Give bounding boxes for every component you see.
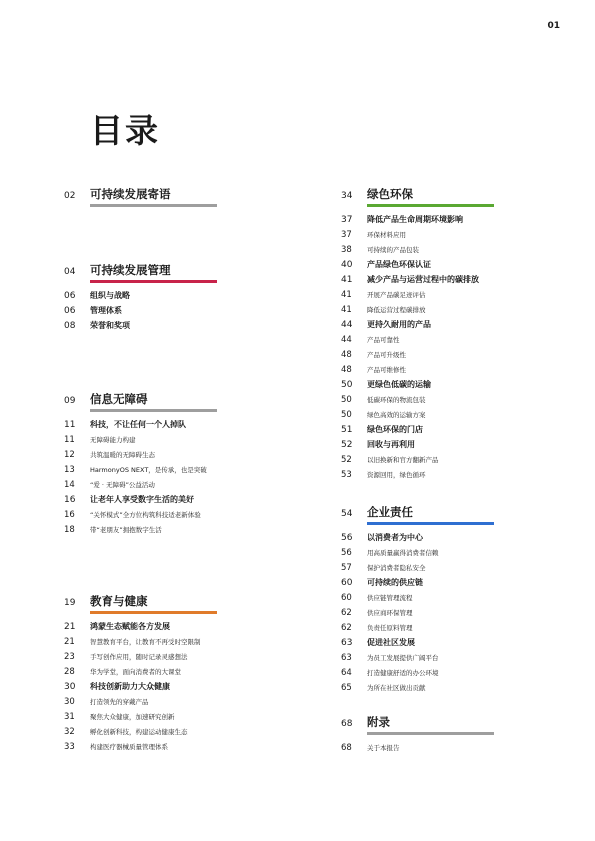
toc-entry[interactable] (64, 709, 224, 724)
toc-entry-page-number: 13 (64, 464, 75, 475)
toc-section (64, 262, 224, 333)
toc-entry-page-number: 32 (64, 726, 75, 737)
toc-entry-label: 手写创作应用，随时记录灵感想法 (90, 653, 188, 661)
toc-section-divider (367, 522, 494, 525)
toc-entry-label: 开展产品碳足迹评估 (367, 291, 426, 299)
toc-section (341, 504, 501, 695)
toc-section-divider (90, 204, 217, 207)
toc-entry-label: 更持久耐用的产品 (367, 320, 431, 329)
toc-entry-label: 绿色环保的门店 (367, 425, 423, 434)
toc-section (64, 391, 224, 537)
toc-section-title: 信息无障碍 (90, 392, 148, 406)
toc-section-heading[interactable] (64, 262, 224, 278)
toc-entry-label: 更绿色低碳的运输 (367, 380, 431, 389)
toc-entry-label: 产品可维修性 (367, 366, 406, 374)
toc-entry-page-number: 40 (341, 259, 353, 270)
page-title: 目录 (90, 111, 160, 150)
toc-entry[interactable] (341, 287, 501, 302)
toc-section-divider (90, 280, 217, 283)
toc-entry-label: 聚焦大众健康，加速研究创新 (90, 713, 175, 721)
toc-entry-label: 产品可升级性 (367, 351, 406, 359)
toc-entry[interactable] (341, 452, 501, 467)
toc-entry-page-number: 14 (64, 479, 75, 490)
toc-entry-page-number: 62 (341, 622, 352, 633)
toc-entry-page-number: 63 (341, 637, 353, 648)
toc-entry[interactable] (341, 242, 501, 257)
toc-entry-page-number: 12 (64, 449, 75, 460)
toc-section (341, 186, 501, 482)
toc-entry-label: 孵化创新科技，构建运动健康生态 (90, 728, 188, 736)
toc-entry-label: 供应链管理流程 (367, 594, 413, 602)
toc-entry[interactable] (341, 332, 501, 347)
toc-entry-page-number: 41 (341, 274, 353, 285)
toc-entry[interactable] (341, 665, 501, 680)
toc-entry-label: 科技创新助力大众健康 (90, 682, 170, 691)
toc-entry-page-number: 31 (64, 711, 75, 722)
toc-subsection[interactable] (341, 317, 501, 332)
toc-entry-label: 华为学堂，面向消费者的大课堂 (90, 668, 181, 676)
toc-entry[interactable] (341, 620, 501, 635)
toc-section-title: 可持续发展寄语 (90, 187, 171, 201)
toc-entry-page-number: 38 (341, 244, 352, 255)
toc-entry-page-number: 50 (341, 379, 353, 390)
toc-entry[interactable] (64, 447, 224, 462)
toc-entry[interactable] (64, 739, 224, 754)
toc-entry-page-number: 48 (341, 364, 352, 375)
toc-section-page-number: 04 (64, 267, 76, 277)
toc-entry-page-number: 56 (341, 547, 352, 558)
toc-entry-page-number: 65 (341, 682, 352, 693)
toc-entry-page-number: 53 (341, 469, 352, 480)
toc-section-divider (90, 409, 217, 412)
toc-entry-label: 供应商环保管理 (367, 609, 413, 617)
toc-entry-page-number: 11 (64, 419, 76, 430)
toc-section-page-number: 09 (64, 396, 76, 406)
toc-section (64, 593, 224, 754)
toc-entry-label: 构建医疗器械质量管理体系 (90, 743, 168, 751)
toc-entry-page-number: 48 (341, 349, 352, 360)
toc-section-heading[interactable] (341, 504, 501, 520)
toc-subsection[interactable] (64, 288, 224, 303)
toc-entry-page-number: 30 (64, 681, 76, 692)
toc-section-divider (90, 611, 217, 614)
toc-entry[interactable] (341, 362, 501, 377)
toc-subsection[interactable] (341, 257, 501, 272)
toc-subsection[interactable] (341, 212, 501, 227)
toc-entry[interactable] (341, 650, 501, 665)
toc-entry-page-number: 11 (64, 434, 75, 445)
toc-entry-label: 降低产品生命周期环境影响 (367, 215, 463, 224)
toc-entry-label: 无障碍能力构建 (90, 436, 136, 444)
toc-subsection[interactable] (341, 530, 501, 545)
toc-entry-page-number: 37 (341, 214, 353, 225)
toc-entry-page-number: 16 (64, 509, 75, 520)
toc-entry[interactable] (341, 227, 501, 242)
toc-section-divider (367, 732, 494, 735)
toc-entry-page-number: 06 (64, 290, 76, 301)
toc-entry-label: 以旧换新和官方翻新产品 (367, 456, 439, 464)
toc-subsection[interactable] (341, 575, 501, 590)
toc-entry-page-number: 52 (341, 439, 353, 450)
toc-entry-label: 产品绿色环保认证 (367, 260, 431, 269)
toc-entry[interactable] (341, 347, 501, 362)
toc-entry-label: 绿色高效的运输方案 (367, 411, 426, 419)
toc-entry[interactable] (64, 432, 224, 447)
toc-entry-label: 打造健康舒适的办公环境 (367, 669, 439, 677)
toc-entry[interactable] (64, 649, 224, 664)
toc-entry-page-number: 68 (341, 742, 352, 753)
toc-entry[interactable] (341, 740, 501, 755)
toc-entry-label: 产品可靠性 (367, 336, 400, 344)
toc-section-heading[interactable] (64, 186, 224, 202)
toc-entry-label: 组织与战略 (90, 291, 130, 300)
toc-section (64, 186, 224, 212)
toc-entry[interactable] (341, 605, 501, 620)
toc-subsection[interactable] (64, 417, 224, 432)
toc-entry-page-number: 51 (341, 424, 353, 435)
toc-entry-label: 共筑温暖的无障碍生态 (90, 451, 155, 459)
toc-entry-page-number: 64 (341, 667, 352, 678)
toc-entry[interactable] (341, 392, 501, 407)
toc-entry[interactable] (64, 634, 224, 649)
toc-entry-page-number: 16 (64, 494, 76, 505)
toc-entry-label: 鸿蒙生态赋能各方发展 (90, 622, 170, 631)
toc-entry-label: 促进社区发展 (367, 638, 415, 647)
toc-entry-page-number: 63 (341, 652, 352, 663)
toc-subsection[interactable] (64, 679, 224, 694)
toc-subsection[interactable] (341, 635, 501, 650)
toc-entry-label: 管理体系 (90, 306, 122, 315)
toc-section-page-number: 54 (341, 509, 353, 519)
toc-entry-page-number: 08 (64, 320, 76, 331)
toc-entry-label: 带“老朋友”拥抱数字生活 (90, 526, 162, 534)
toc-subsection[interactable] (64, 303, 224, 318)
toc-entry-page-number: 50 (341, 409, 352, 420)
toc-subsection[interactable] (64, 318, 224, 333)
toc-entry-page-number: 62 (341, 607, 352, 618)
toc-entry[interactable] (341, 680, 501, 695)
toc-entry-label: “关怀模式”全方位构筑科技适老新体验 (90, 511, 201, 519)
toc-entry-label: 打造领先的穿戴产品 (90, 698, 149, 706)
toc-entry[interactable] (64, 724, 224, 739)
toc-entry[interactable] (341, 560, 501, 575)
toc-entry-page-number: 21 (64, 636, 75, 647)
toc-entry-page-number: 60 (341, 577, 353, 588)
toc-subsection[interactable] (64, 492, 224, 507)
toc-section-heading[interactable] (341, 714, 501, 730)
toc-entry-label: 资源回用，绿色循环 (367, 471, 426, 479)
toc-section-heading[interactable] (64, 391, 224, 407)
toc-entry[interactable] (341, 467, 501, 482)
toc-section-page-number: 19 (64, 598, 76, 608)
toc-section (341, 714, 501, 755)
toc-entry-page-number: 23 (64, 651, 75, 662)
toc-entry-label: 科技，不让任何一个人掉队 (90, 420, 186, 429)
toc-section-divider (367, 204, 494, 207)
toc-subsection[interactable] (64, 619, 224, 634)
toc-section-page-number: 02 (64, 191, 76, 201)
toc-entry-page-number: 37 (341, 229, 352, 240)
toc-entry-page-number: 50 (341, 394, 352, 405)
toc-entry-page-number: 52 (341, 454, 352, 465)
toc-entry-page-number: 57 (341, 562, 352, 573)
toc-entry[interactable] (64, 477, 224, 492)
toc-section-page-number: 68 (341, 719, 353, 729)
toc-entry[interactable] (341, 545, 501, 560)
toc-entry-label: 荣誉和奖项 (90, 321, 130, 330)
toc-entry-label: 回收与再利用 (367, 440, 415, 449)
toc-section-title: 绿色环保 (367, 187, 413, 201)
toc-section-page-number: 34 (341, 191, 353, 201)
toc-entry[interactable] (64, 664, 224, 679)
page-number: 01 (547, 21, 560, 31)
toc-section-title: 附录 (367, 715, 390, 729)
toc-entry-page-number: 33 (64, 741, 75, 752)
toc-entry-page-number: 44 (341, 334, 352, 345)
toc-entry-label: HarmonyOS NEXT，是传承，也是突破 (90, 466, 207, 474)
toc-entry-page-number: 56 (341, 532, 353, 543)
toc-entry-label: 智慧教育平台，让教育不再受时空限制 (90, 638, 201, 646)
toc-entry-label: “爱 · 无障碍”公益活动 (90, 481, 155, 489)
toc-entry-page-number: 18 (64, 524, 75, 535)
toc-entry-label: 让老年人享受数字生活的美好 (90, 495, 194, 504)
toc-entry-label: 可持续的供应链 (367, 578, 423, 587)
toc-entry-label: 降低运营过程碳排放 (367, 306, 426, 314)
toc-entry-page-number: 06 (64, 305, 76, 316)
toc-entry-page-number: 44 (341, 319, 353, 330)
toc-entry[interactable] (64, 522, 224, 537)
toc-entry[interactable] (341, 302, 501, 317)
toc-entry[interactable] (341, 407, 501, 422)
toc-entry-page-number: 21 (64, 621, 76, 632)
toc-subsection[interactable] (341, 422, 501, 437)
toc-section-title: 企业责任 (367, 505, 413, 519)
toc-entry-label: 用高质量赢得消费者信赖 (367, 549, 439, 557)
toc-entry[interactable] (64, 507, 224, 522)
toc-entry-page-number: 28 (64, 666, 75, 677)
toc-entry-label: 减少产品与运营过程中的碳排放 (367, 275, 479, 284)
toc-entry[interactable] (64, 462, 224, 477)
toc-entry-page-number: 30 (64, 696, 75, 707)
toc-section-title: 可持续发展管理 (90, 263, 171, 277)
toc-subsection[interactable] (341, 377, 501, 392)
toc-entry-label: 关于本报告 (367, 744, 400, 752)
toc-section-heading[interactable] (341, 186, 501, 202)
toc-entry-label: 低碳环保的物流包装 (367, 396, 426, 404)
toc-entry-page-number: 41 (341, 289, 352, 300)
toc-entry[interactable] (64, 694, 224, 709)
toc-subsection[interactable] (341, 437, 501, 452)
toc-entry-label: 负责任原料管理 (367, 624, 413, 632)
toc-entry-label: 为员工发展提供广阔平台 (367, 654, 439, 662)
toc-entry-label: 保护消费者隐私安全 (367, 564, 426, 572)
toc-entry-label: 环保材料应用 (367, 231, 406, 239)
toc-entry-label: 为所在社区做出贡献 (367, 684, 426, 692)
toc-entry-label: 以消费者为中心 (367, 533, 423, 542)
toc-subsection[interactable] (341, 272, 501, 287)
toc-entry-label: 可持续的产品包装 (367, 246, 419, 254)
toc-entry-page-number: 41 (341, 304, 352, 315)
toc-section-heading[interactable] (64, 593, 224, 609)
toc-section-title: 教育与健康 (90, 594, 148, 608)
toc-entry-page-number: 60 (341, 592, 352, 603)
toc-entry[interactable] (341, 590, 501, 605)
